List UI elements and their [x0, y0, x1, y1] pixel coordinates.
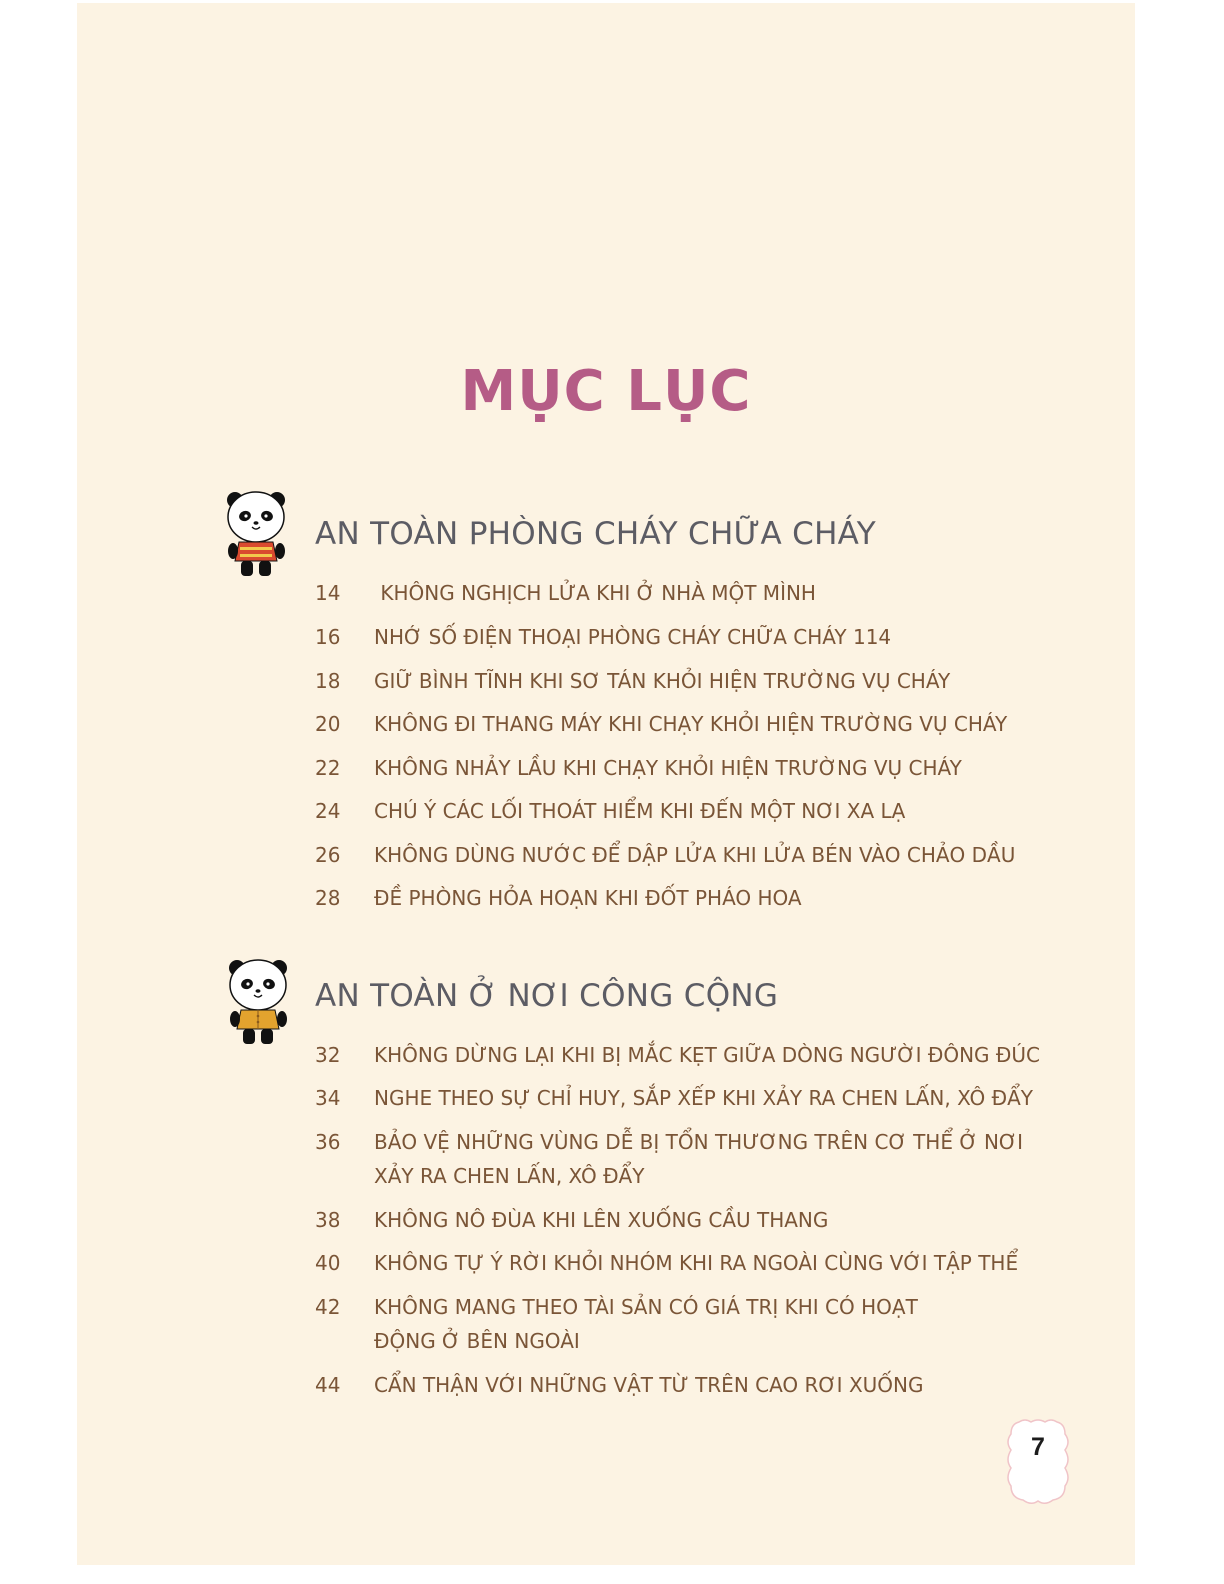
toc-entry-text: NGHE THEO SỰ CHỈ HUY, SẮP XẾP KHI XẢY RA CHEN LẤN, XÔ ĐẨY: [374, 1086, 1033, 1110]
toc-page-number: 40: [315, 1251, 341, 1275]
toc-page-number: 28: [315, 886, 341, 910]
panda-red-uniform-icon: [225, 489, 289, 579]
toc-entry-text: BẢO VỆ NHỮNG VÙNG DỄ BỊ TỔN THƯƠNG TRÊN CƠ THỂ Ở NƠI XẢY RA CHEN LẤN, XÔ ĐẨY: [374, 1130, 1024, 1188]
toc-entry-text: GIỮ BÌNH TĨNH KHI SƠ TÁN KHỎI HIỆN TRƯỜNG VỤ CHÁY: [374, 669, 951, 693]
toc-page-number: 26: [315, 843, 341, 867]
toc-entry-text: KHÔNG NGHỊCH LỬA KHI Ở NHÀ MỘT MÌNH: [374, 581, 816, 605]
page-number-badge-icon: [1005, 1418, 1071, 1506]
toc-page-number: 20: [315, 712, 341, 736]
page-title: MỤC LỤC: [460, 359, 752, 424]
toc-page-number: 42: [315, 1295, 341, 1319]
toc-entry-text: CHÚ Ý CÁC LỐI THOÁT HIỂM KHI ĐẾN MỘT NƠI XA LẠ: [374, 799, 906, 823]
toc-entry-text: NHỚ SỐ ĐIỆN THOẠI PHÒNG CHÁY CHỮA CHÁY 114: [374, 625, 892, 649]
toc-page-number: 44: [315, 1373, 341, 1397]
toc-page-number: 24: [315, 799, 341, 823]
toc-page-number: 32: [315, 1043, 341, 1067]
toc-page-number: 22: [315, 756, 341, 780]
toc-page-number: 36: [315, 1130, 341, 1154]
toc-entry-text: KHÔNG DỪNG LẠI KHI BỊ MẮC KẸT GIỮA DÒNG NGƯỜI ĐÔNG ĐÚC: [374, 1043, 1040, 1067]
book-page: [77, 3, 1135, 1565]
toc-page-number: 16: [315, 625, 341, 649]
section-heading: AN TOÀN PHÒNG CHÁY CHỮA CHÁY: [315, 516, 877, 552]
toc-entry-text: ĐỀ PHÒNG HỎA HOẠN KHI ĐỐT PHÁO HOA: [374, 886, 802, 910]
toc-page-number: 18: [315, 669, 341, 693]
toc-entry-text: KHÔNG ĐI THANG MÁY KHI CHẠY KHỎI HIỆN TRƯỜNG VỤ CHÁY: [374, 712, 1008, 736]
section-heading: AN TOÀN Ở NƠI CÔNG CỘNG: [315, 978, 779, 1014]
toc-page-number: 14: [315, 581, 341, 605]
panda-yellow-shirt-icon: [227, 957, 291, 1047]
toc-entry-text: KHÔNG TỰ Ý RỜI KHỎI NHÓM KHI RA NGOÀI CÙNG VỚI TẬP THỂ: [374, 1251, 1019, 1275]
toc-entry-text: KHÔNG MANG THEO TÀI SẢN CÓ GIÁ TRỊ KHI CÓ HOẠT ĐỘNG Ở BÊN NGOÀI: [374, 1295, 918, 1353]
toc-entry-text: CẨN THẬN VỚI NHỮNG VẬT TỪ TRÊN CAO RƠI XUỐNG: [374, 1373, 924, 1397]
toc-entry-text: KHÔNG NÔ ĐÙA KHI LÊN XUỐNG CẦU THANG: [374, 1208, 829, 1232]
toc-page-number: 34: [315, 1086, 341, 1110]
toc-entry-text: KHÔNG NHẢY LẦU KHI CHẠY KHỎI HIỆN TRƯỜNG VỤ CHÁY: [374, 756, 962, 780]
toc-entry-text: KHÔNG DÙNG NƯỚC ĐỂ DẬP LỬA KHI LỬA BÉN VÀO CHẢO DẦU: [374, 843, 1016, 867]
toc-page-number: 38: [315, 1208, 341, 1232]
page-number: 7: [1031, 1433, 1045, 1461]
